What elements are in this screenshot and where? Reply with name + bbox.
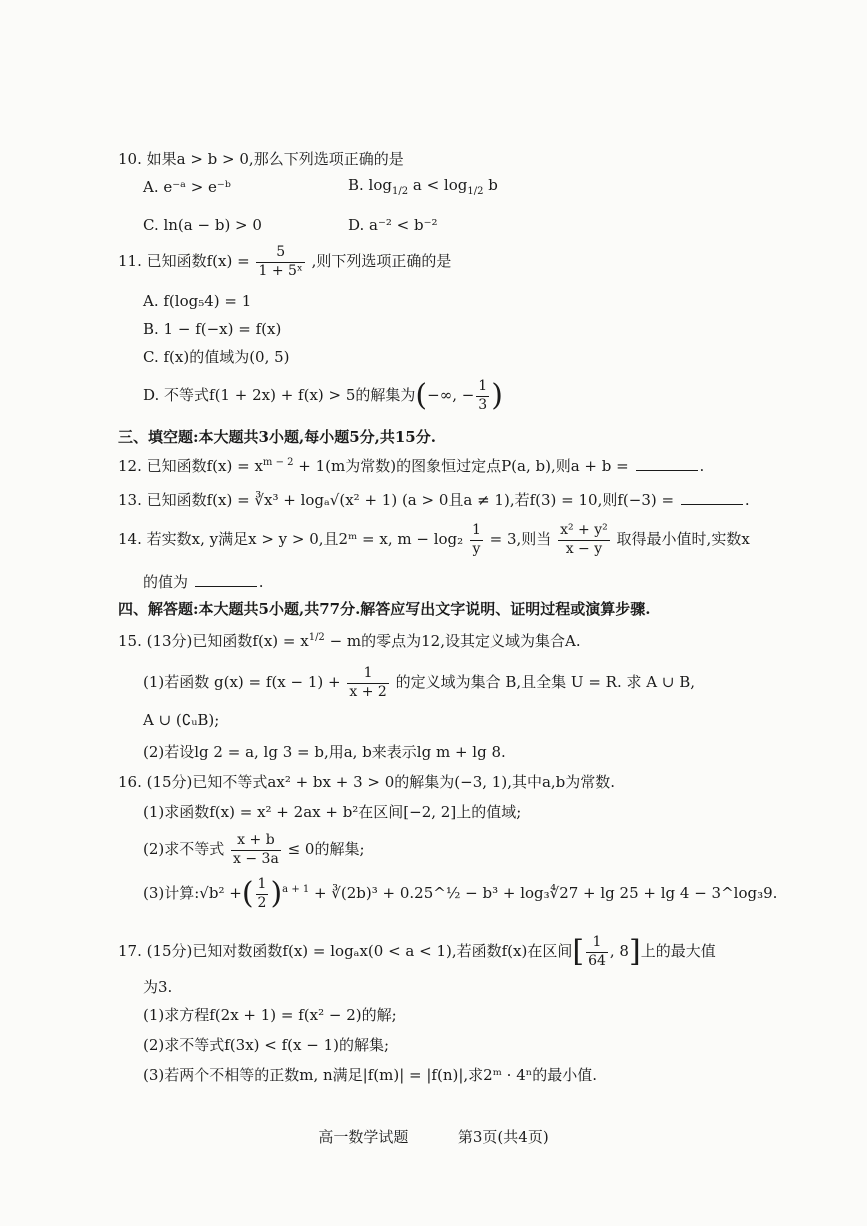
q10-b-end: b xyxy=(488,176,498,194)
q12-end: . xyxy=(699,457,705,475)
q12-text xyxy=(118,456,704,475)
q16-p3-num: 1 xyxy=(256,876,269,895)
q12-answer-blank[interactable] xyxy=(636,456,698,471)
q14-frac1-den: y xyxy=(472,540,481,557)
q13-prefix: 13. 已知函数f(x) = ∛x³ + logₐ√(x² + 1) (a > 0且a ≠ 1),若f(3) = 10,则f(−3) = xyxy=(118,491,675,509)
q11-d-den: 3 xyxy=(478,396,488,413)
q15-p1-suffix: 的定义域为集合 B,且全集 U = R. 求 A ∪ B, xyxy=(395,673,695,691)
q14-text xyxy=(118,522,750,558)
q16-p3-den: 2 xyxy=(257,894,267,911)
q15-part1-line2: A ∪ (∁ᵤB); xyxy=(143,711,220,729)
q14-frac2-den: x − y xyxy=(565,540,603,557)
q15-part1 xyxy=(143,665,695,701)
q11-option-c: C. f(x)的值域为(0, 5) xyxy=(143,348,290,366)
q16-stem: 16. (15分)已知不等式ax² + bx + 3 > 0的解集为(−3, 1),其中a,b为常数. xyxy=(118,773,616,791)
q11-stem-suffix: ,则下列选项正确的是 xyxy=(311,252,452,270)
q16-p3-lparen: ( xyxy=(241,876,254,911)
q17-part2: (2)求不等式f(3x) < f(x − 1)的解集; xyxy=(143,1036,390,1054)
q11-d-fraction xyxy=(476,378,489,414)
q10-b-base2: 1/2 xyxy=(467,186,484,197)
q17-int-right: , 8 xyxy=(609,942,629,960)
q17-int-den: 64 xyxy=(588,952,606,969)
q14-frac2-num: x² + y² xyxy=(558,522,610,541)
q11-d-rparen: ) xyxy=(491,378,503,413)
q11-frac-den: 1 + 5ˣ xyxy=(258,262,303,279)
q14-frac2 xyxy=(558,522,610,558)
q14-line2-prefix: 的值为 xyxy=(143,573,189,591)
q17-stem-suffix: 上的最大值 xyxy=(640,942,716,960)
q17-interval-fraction xyxy=(586,934,608,970)
q16-p3-rparen: ) xyxy=(270,876,283,911)
page-footer xyxy=(0,1128,867,1146)
q15-stem-suffix: − m的零点为12,设其定义域为集合A. xyxy=(324,632,581,650)
q10-b-base1: 1/2 xyxy=(392,186,409,197)
q17-stem-line2: 为3. xyxy=(143,978,173,996)
q16-p2-suffix: ≤ 0的解集; xyxy=(287,840,365,858)
q10-b-mid: a < log xyxy=(412,176,468,194)
footer-title: 高一数学试题 xyxy=(318,1128,409,1146)
section-4-heading: 四、解答题:本大题共5小题,共77分.解答应写出文字说明、证明过程或演算步骤. xyxy=(118,600,651,618)
q17-rbracket: ] xyxy=(628,934,641,969)
q12-exponent: m − 2 xyxy=(262,457,294,468)
q13-answer-blank[interactable] xyxy=(681,490,743,505)
q10-option-a: A. e⁻ᵃ > e⁻ᵇ xyxy=(143,178,231,196)
q11-stem-prefix: 11. 已知函数f(x) = xyxy=(118,252,250,270)
q10-option-b xyxy=(348,176,498,198)
q14-mid: = 3,则当 xyxy=(489,530,552,548)
q11-fraction xyxy=(256,244,304,280)
q11-frac-num: 5 xyxy=(256,244,304,263)
q17-part3: (3)若两个不相等的正数m, n满足|f(m)| = |f(n)|,求2ᵐ · 4ⁿ的最小值. xyxy=(143,1066,598,1084)
q16-part1: (1)求函数f(x) = x² + 2ax + b²在区间[−2, 2]上的值域; xyxy=(143,803,522,821)
q15-stem-exp: 1/2 xyxy=(308,632,325,643)
q11-option-b: B. 1 − f(−x) = f(x) xyxy=(143,320,282,338)
q15-p1-num: 1 xyxy=(347,665,388,684)
q16-p2-prefix: (2)求不等式 xyxy=(143,840,225,858)
q11-d-num: 1 xyxy=(476,378,489,397)
section-3-heading: 三、填空题:本大题共3小题,每小题5分,共15分. xyxy=(118,428,436,446)
q13-text xyxy=(118,490,750,509)
q15-p1-prefix: (1)若函数 g(x) = f(x − 1) + xyxy=(143,673,341,691)
q16-p2-fraction xyxy=(231,832,281,868)
q12-prefix: 12. 已知函数f(x) = x xyxy=(118,457,263,475)
q11-d-lparen: ( xyxy=(415,378,428,413)
q10-option-d: D. a⁻² < b⁻² xyxy=(348,216,438,234)
q12-suffix: + 1(m为常数)的图象恒过定点P(a, b),则a + b = xyxy=(293,457,629,475)
q11-d-interval: −∞, − xyxy=(427,386,475,404)
q10-option-c: C. ln(a − b) > 0 xyxy=(143,216,262,234)
q14-frac1-num: 1 xyxy=(470,522,483,541)
q17-stem xyxy=(118,934,716,970)
footer-page-number: 第3页(共4页) xyxy=(457,1128,549,1146)
q16-p3-suffix: + ∛(2b)³ + 0.25^½ − b³ + log₃∜27 + lg 25 + lg 4 − 3^log₃9. xyxy=(309,884,778,902)
q14-answer-blank[interactable] xyxy=(195,572,257,587)
q16-p3-prefix: (3)计算:√b² + xyxy=(143,884,242,902)
q16-p2-num: x + b xyxy=(231,832,281,851)
q16-part3 xyxy=(143,876,777,912)
q17-part1: (1)求方程f(2x + 1) = f(x² − 2)的解; xyxy=(143,1006,397,1024)
q15-part2: (2)若设lg 2 = a, lg 3 = b,用a, b来表示lg m + lg 8. xyxy=(143,743,506,761)
q17-lbracket: [ xyxy=(572,934,585,969)
q16-part2 xyxy=(143,832,365,868)
q15-p1-fraction xyxy=(347,665,388,701)
q14-suffix: 取得最小值时,实数x xyxy=(616,530,750,548)
q15-stem xyxy=(118,632,581,650)
q17-int-num: 1 xyxy=(586,934,608,953)
q10-stem: 10. 如果a > b > 0,那么下列选项正确的是 xyxy=(118,150,404,168)
q15-stem-prefix: 15. (13分)已知函数f(x) = x xyxy=(118,632,309,650)
q10-b-prefix: B. log xyxy=(348,176,392,194)
q14-line2 xyxy=(143,572,264,591)
q14-prefix: 14. 若实数x, y满足x > y > 0,且2ᵐ = x, m − log₂ xyxy=(118,530,464,548)
q11-d-prefix: D. 不等式f(1 + 2x) + f(x) > 5的解集为 xyxy=(143,386,416,404)
q17-stem-prefix: 17. (15分)已知对数函数f(x) = logₐx(0 < a < 1),若函数f(x)在区间 xyxy=(118,942,573,960)
q14-line2-end: . xyxy=(258,573,264,591)
q16-p3-fraction xyxy=(256,876,269,912)
q11-option-a: A. f(log₅4) = 1 xyxy=(143,292,252,310)
q15-p1-den: x + 2 xyxy=(349,683,387,700)
q14-frac1 xyxy=(470,522,483,558)
q11-option-d xyxy=(143,378,503,414)
q16-p2-den: x − 3a xyxy=(233,850,279,867)
q13-end: . xyxy=(744,491,750,509)
q11-stem xyxy=(118,244,451,280)
q16-p3-exp: a + 1 xyxy=(282,884,310,895)
